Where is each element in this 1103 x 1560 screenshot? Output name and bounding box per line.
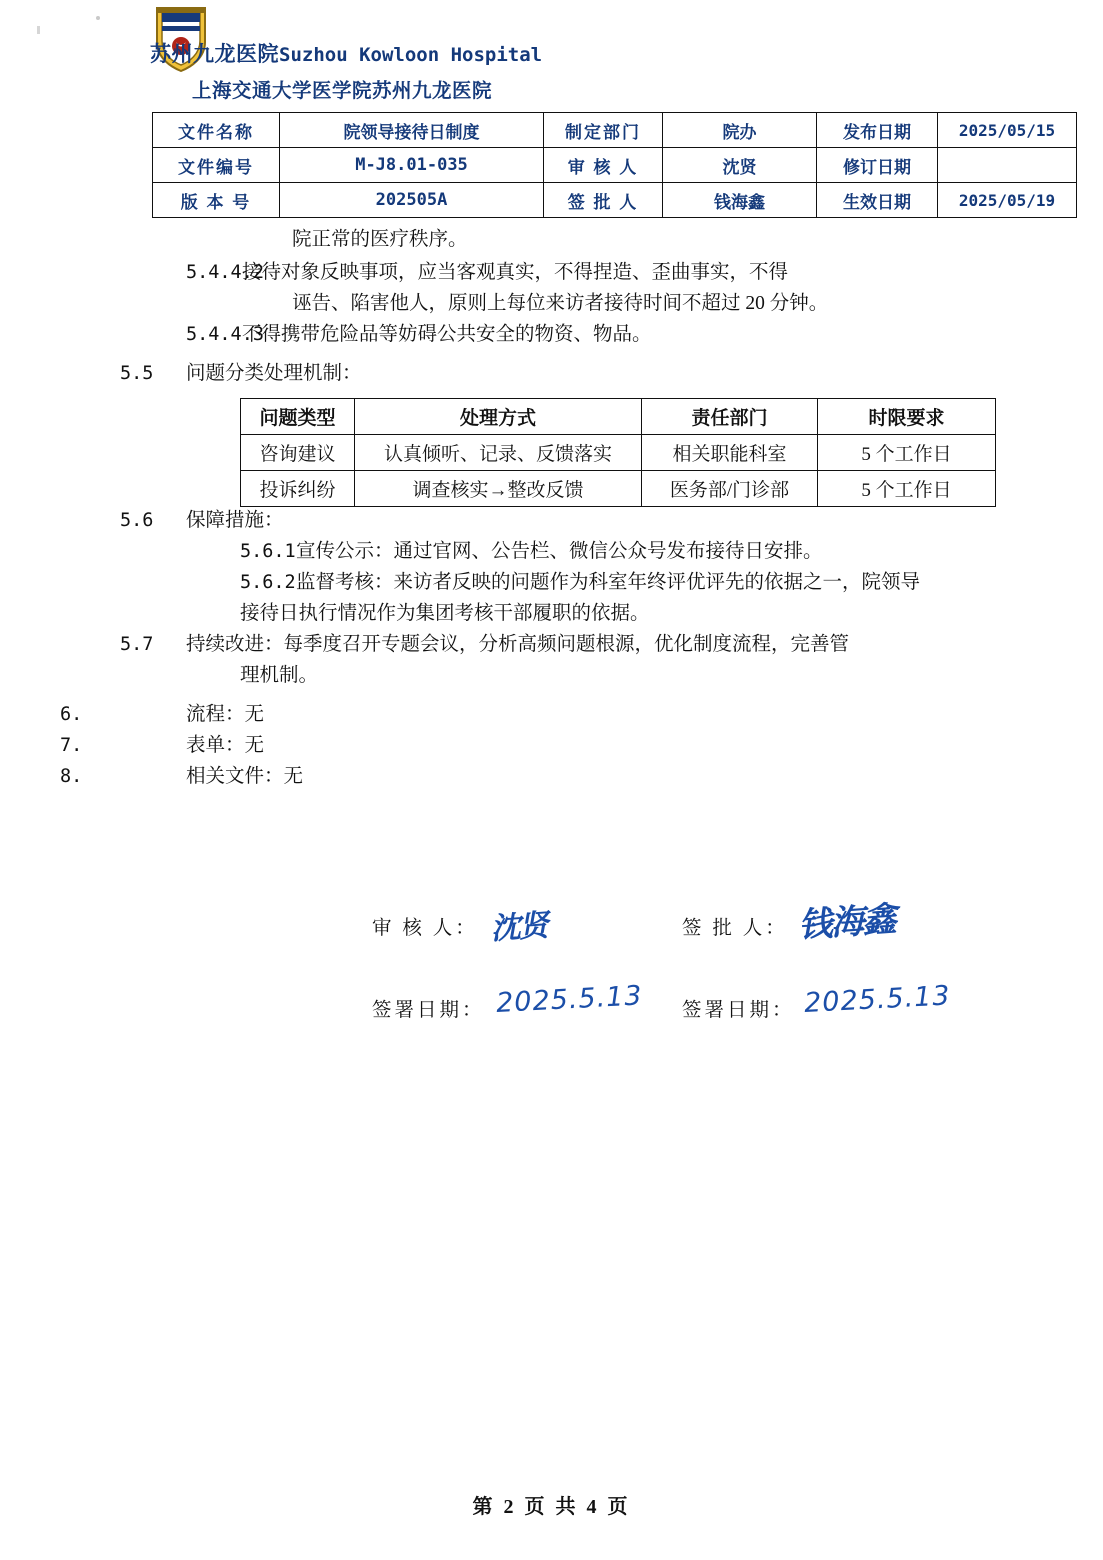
- clause-text: 不得携带危险品等妨碍公共安全的物资、物品。: [242, 324, 652, 345]
- reviewer-date-label: 签署日期：: [372, 1000, 485, 1021]
- reviewer-label: 审 核 人：: [372, 918, 478, 939]
- paragraph-5-6-2: [240, 567, 1025, 598]
- paragraph-5-6-1: [240, 536, 1025, 567]
- clause-number: 7.: [60, 735, 83, 756]
- meta-label-effective-date: 生效日期: [817, 183, 938, 218]
- reviewer-signature: 沈贤: [489, 908, 548, 948]
- approver-date-label: 签署日期：: [682, 1000, 795, 1021]
- clause-number: 5.7: [120, 634, 154, 655]
- paragraph-5-7: [120, 629, 1025, 660]
- column-header-deadline: 时限要求: [818, 399, 996, 435]
- paragraph-8: [60, 761, 1025, 792]
- cell-method: 认真倾听、记录、反馈落实: [355, 435, 642, 471]
- paragraph-continued: 院正常的医疗秩序。: [292, 229, 468, 250]
- cell-deadline: 5 个工作日: [818, 471, 996, 507]
- table-row: [153, 183, 1077, 218]
- clause-number: 6.: [60, 704, 83, 725]
- clause-number: 5.4.4.2: [186, 262, 264, 283]
- meta-value-effective-date: 2025/05/19: [938, 183, 1077, 218]
- paragraph-5-6-2-line2: 接待日执行情况作为集团考核干部履职的依据。: [240, 603, 650, 624]
- paragraph-5-5: [120, 358, 1025, 389]
- meta-label-issue-date: 发布日期: [817, 113, 938, 148]
- paragraph-5-6: [120, 505, 1025, 536]
- clause-text: 相关文件：无: [186, 766, 304, 787]
- table-row: [153, 148, 1077, 183]
- clause-text: 表单：无: [186, 735, 265, 756]
- meta-value-doc-number: M-J8.01-035: [280, 148, 544, 183]
- clause-text-line-1: 监督考核：来访者反映的问题作为科室年终评优评先的依据之一，院领导: [296, 572, 921, 593]
- paragraph-7: [60, 730, 1025, 761]
- meta-label-department: 制定部门: [544, 113, 663, 148]
- table-row: [241, 471, 996, 507]
- clause-number: 5.6.2: [240, 572, 296, 593]
- cell-type: 咨询建议: [241, 435, 355, 471]
- clause-number: 5.6: [120, 510, 154, 531]
- approver-label: 签 批 人：: [682, 918, 788, 939]
- cell-type: 投诉纠纷: [241, 471, 355, 507]
- scan-speck: [96, 16, 100, 20]
- hospital-name-en: Suzhou Kowloon Hospital: [279, 44, 543, 66]
- column-header-type: 问题类型: [241, 399, 355, 435]
- meta-value-approver: 钱海鑫: [663, 183, 817, 218]
- clause-number: 5.5: [120, 363, 154, 384]
- column-header-department: 责任部门: [642, 399, 818, 435]
- signature-block: [0, 890, 1103, 1050]
- clause-text: 保障措施：: [186, 510, 284, 531]
- paragraph-5-4-4-2: [186, 257, 1025, 288]
- document-meta-table: [152, 112, 1077, 218]
- meta-label-approver: 签 批 人: [544, 183, 663, 218]
- paragraph-5-4-4-2-line2: 诬告、陷害他人，原则上每位来访者接待时间不超过 20 分钟。: [292, 293, 829, 314]
- approver-date-value: 2025.5.13: [803, 980, 952, 1019]
- document-header: [150, 38, 1030, 110]
- cell-method: 调查核实→整改反馈: [355, 471, 642, 507]
- meta-value-doc-name: 院领导接待日制度: [280, 113, 544, 148]
- scan-speck-2: [37, 26, 40, 34]
- cell-department: 医务部/门诊部: [642, 471, 818, 507]
- clause-number: 8.: [60, 766, 83, 787]
- table-row: [153, 113, 1077, 148]
- clause-number: 5.6.1: [240, 541, 296, 562]
- meta-label-doc-name: 文件名称: [153, 113, 280, 148]
- reviewer-date-value: 2025.5.13: [495, 980, 644, 1019]
- clause-text-line-1: 接待对象反映事项，应当客观真实，不得捏造、歪曲事实，不得: [242, 262, 789, 283]
- page-footer: 第 2 页 共 4 页: [472, 1496, 631, 1518]
- cell-department: 相关职能科室: [642, 435, 818, 471]
- clause-text: 宣传公示：通过官网、公告栏、微信公众号发布接待日安排。: [296, 541, 823, 562]
- meta-label-doc-number: 文件编号: [153, 148, 280, 183]
- meta-label-version: 版 本 号: [153, 183, 280, 218]
- table-header-row: [241, 399, 996, 435]
- clause-text: 流程：无: [186, 704, 265, 725]
- paragraph-5-7-line2: 理机制。: [240, 665, 319, 686]
- hospital-subtitle: 上海交通大学医学院苏州九龙医院: [192, 80, 493, 102]
- meta-value-revision-date: [938, 148, 1077, 183]
- meta-value-issue-date: 2025/05/15: [938, 113, 1077, 148]
- hospital-name: 苏州九龙医院Suzhou Kowloon Hospital: [150, 43, 543, 66]
- meta-value-reviewer: 沈贤: [663, 148, 817, 183]
- clause-text-line-1: 持续改进：每季度召开专题会议，分析高频问题根源，优化制度流程，完善管: [186, 634, 850, 655]
- meta-label-reviewer: 审 核 人: [544, 148, 663, 183]
- paragraph-5-4-4-3: [186, 319, 1025, 350]
- column-header-method: 处理方式: [355, 399, 642, 435]
- approver-signature: 钱海鑫: [797, 899, 896, 947]
- clause-text: 问题分类处理机制：: [186, 363, 362, 384]
- meta-value-department: 院办: [663, 113, 817, 148]
- problem-classification-table: [240, 398, 996, 507]
- document-body: [0, 224, 1103, 792]
- meta-value-version: 202505A: [280, 183, 544, 218]
- cell-deadline: 5 个工作日: [818, 435, 996, 471]
- paragraph-6: [60, 699, 1025, 730]
- meta-label-revision-date: 修订日期: [817, 148, 938, 183]
- table-row: [241, 435, 996, 471]
- clause-number: 5.4.4.3: [186, 324, 264, 345]
